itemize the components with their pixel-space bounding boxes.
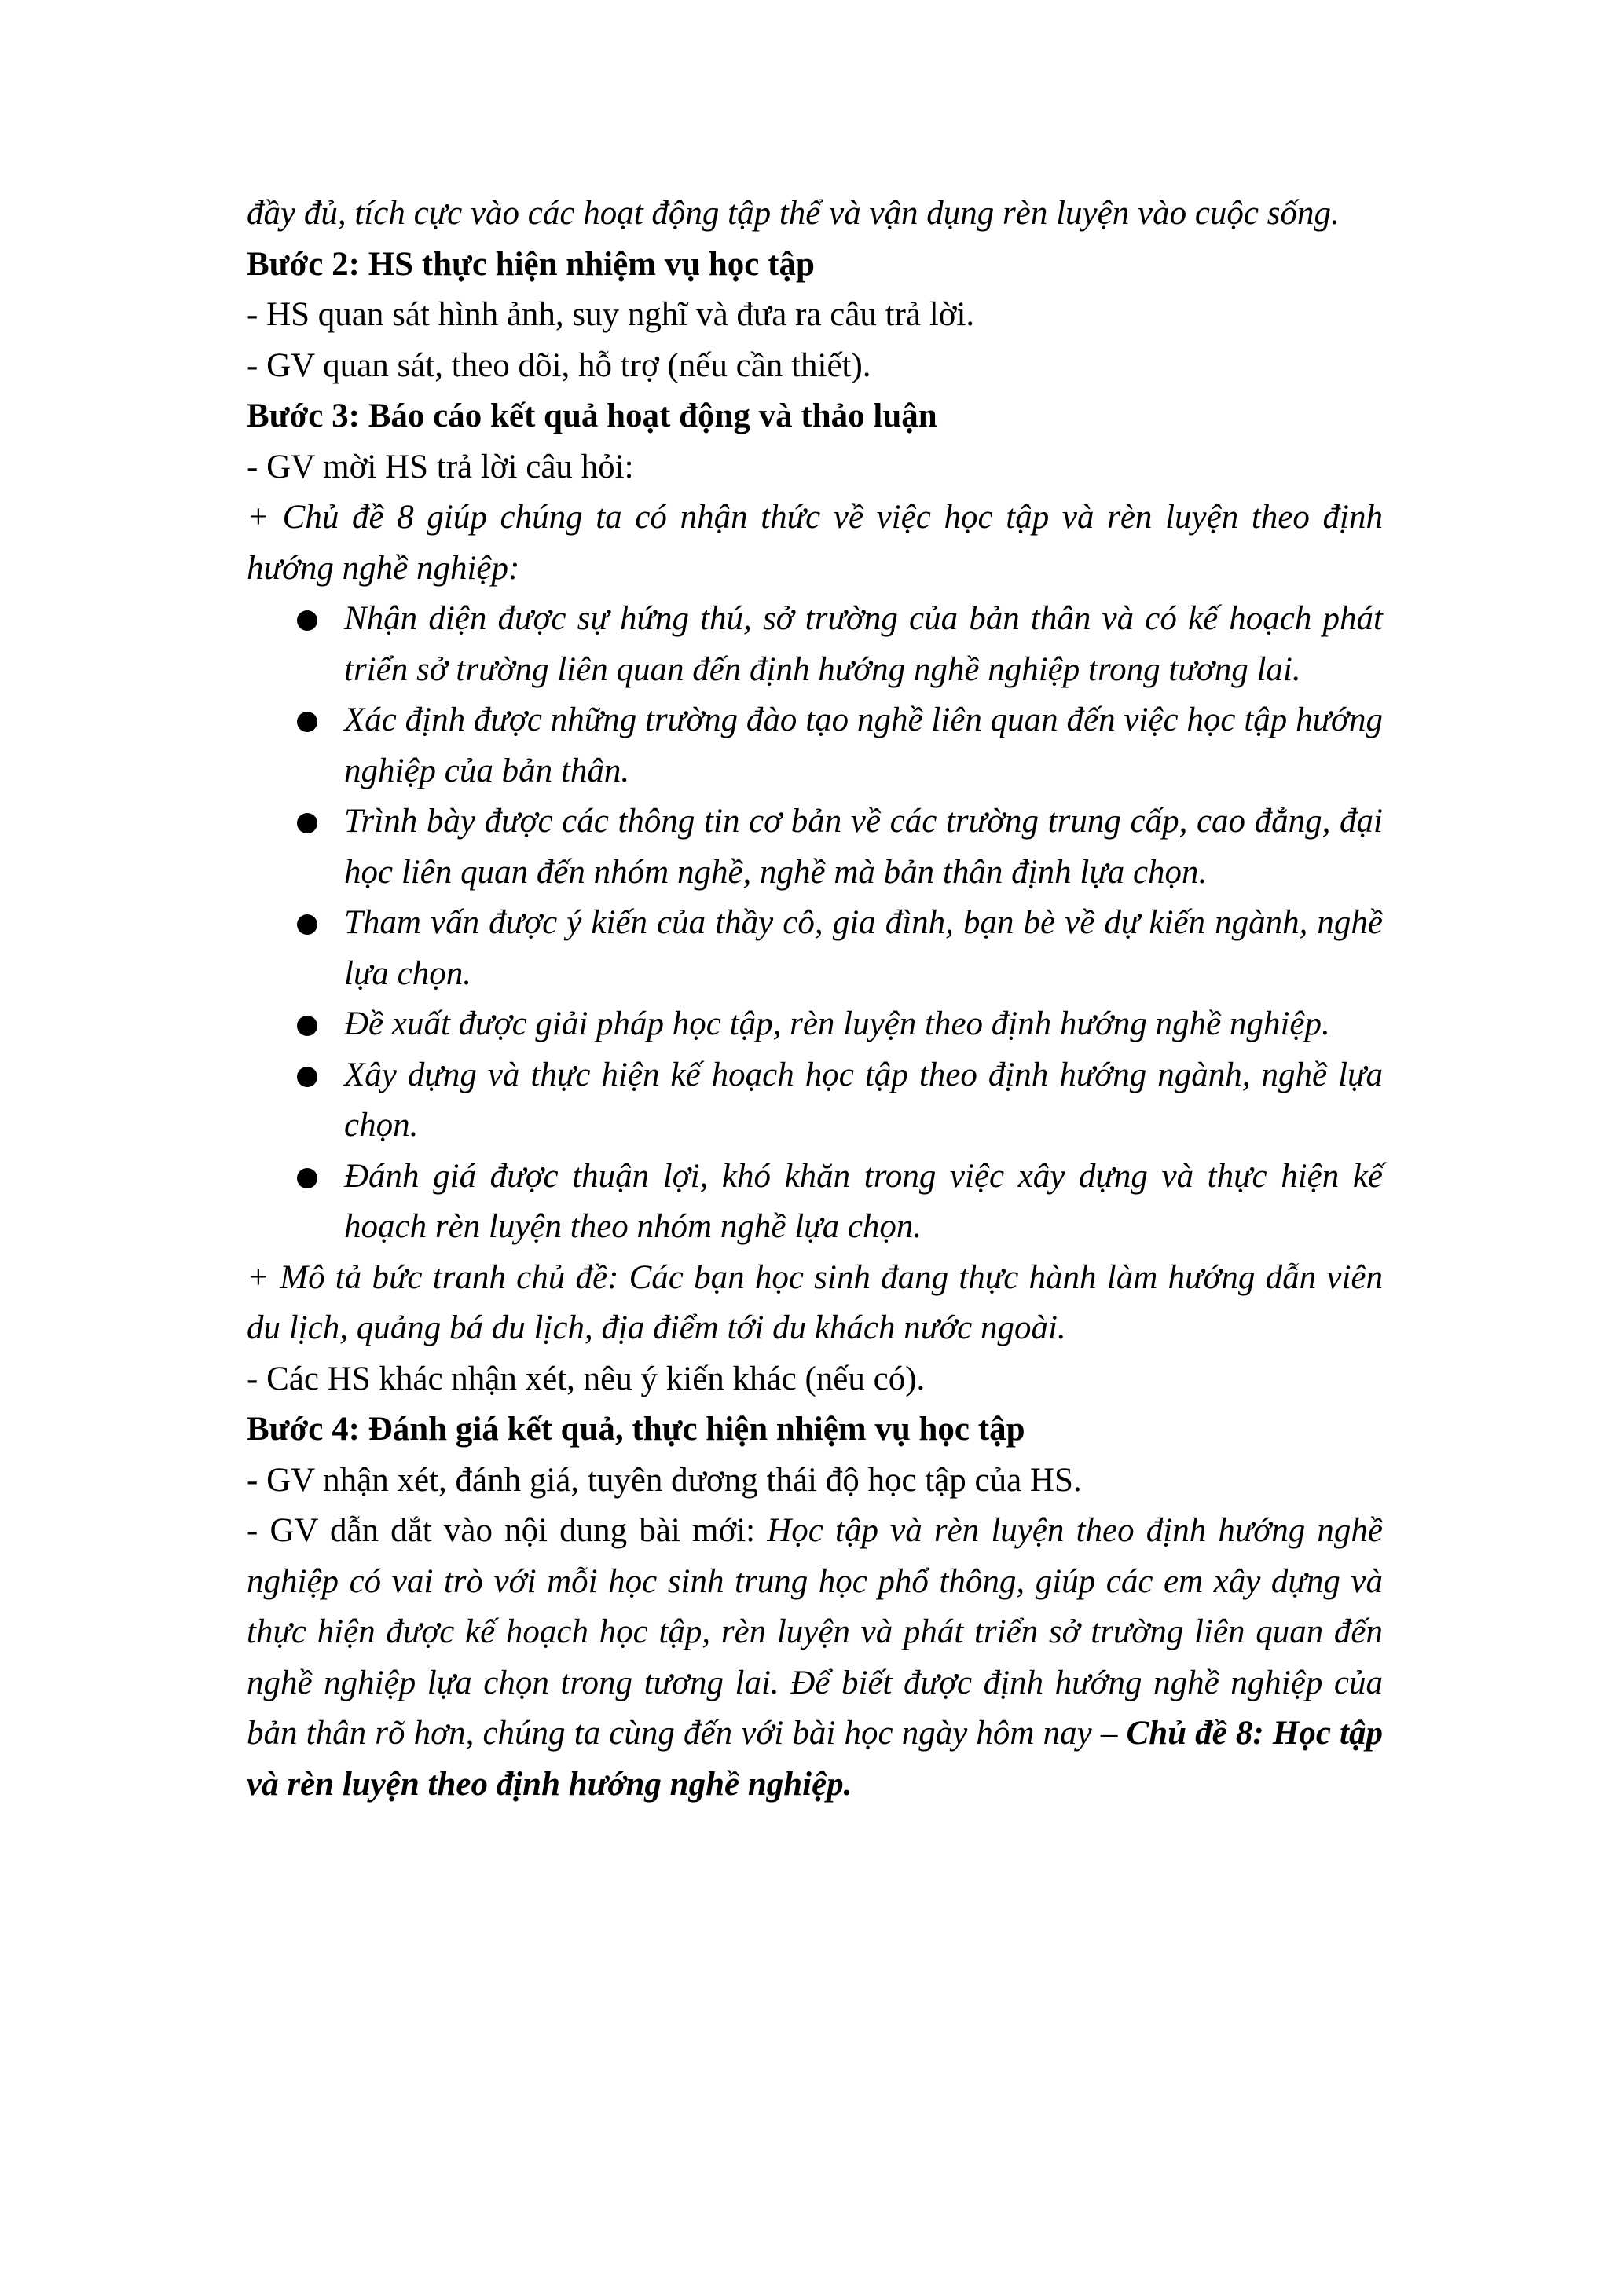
list-item-text: Xây dựng và thực hiện kế hoạch học tập theo định hướng ngành, nghề lựa chọn. bbox=[344, 1056, 1383, 1144]
step3-line-1: - GV mời HS trả lời câu hỏi: bbox=[247, 448, 634, 485]
list-item-text: Đánh giá được thuận lợi, khó khăn trong việc xây dựng và thực hiện kế hoạch rèn luyện theo nhóm nghề lựa chọn. bbox=[344, 1157, 1383, 1245]
step4-line-1: - GV nhận xét, đánh giá, tuyên dương thái độ học tập của HS. bbox=[247, 1461, 1082, 1499]
list-item bbox=[247, 898, 1383, 999]
list-item-text: Đề xuất được giải pháp học tập, rèn luyện theo định hướng nghề nghiệp. bbox=[344, 1005, 1330, 1042]
bullet-dot-icon bbox=[297, 712, 317, 732]
step4-line-2-prefix: - GV dẫn dắt vào nội dung bài mới: bbox=[247, 1512, 768, 1549]
list-item-text: Trình bày được các thông tin cơ bản về các trường trung cấp, cao đẳng, đại học liên quan đến nhóm nghề, nghề mà bản thân định lựa chọn. bbox=[344, 803, 1383, 891]
bullet-dot-icon bbox=[297, 1168, 317, 1188]
list-item bbox=[247, 695, 1383, 796]
step3-answer-1: + Chủ đề 8 giúp chúng ta có nhận thức về việc học tập và rèn luyện theo định hướng nghề nghiệp: bbox=[247, 499, 1383, 587]
list-item bbox=[247, 1152, 1383, 1253]
lesson-title: Chủ đề 8: Học tập và rèn luyện theo định hướng nghề nghiệp. bbox=[247, 1715, 1383, 1803]
list-item bbox=[247, 1050, 1383, 1152]
bullet-dot-icon bbox=[297, 1016, 317, 1036]
objectives-list bbox=[247, 594, 1383, 1253]
step4-heading: Bước 4: Đánh giá kết quả, thực hiện nhiệm vụ học tập bbox=[247, 1411, 1025, 1448]
list-item bbox=[247, 999, 1383, 1050]
step3-others: - Các HS khác nhận xét, nêu ý kiến khác (nếu có). bbox=[247, 1360, 926, 1397]
document-page bbox=[247, 189, 1383, 1810]
bullet-dot-icon bbox=[297, 610, 317, 631]
step2-heading: Bước 2: HS thực hiện nhiệm vụ học tập bbox=[247, 245, 815, 283]
step3-heading: Bước 3: Báo cáo kết quả hoạt động và thảo luận bbox=[247, 397, 937, 434]
step3-answer-2: + Mô tả bức tranh chủ đề: Các bạn học sinh đang thực hành làm hướng dẫn viên du lịch, quảng bá du lịch, địa điểm tới du khách nước ngoài. bbox=[247, 1258, 1383, 1346]
step4-line-2-italic: Học tập và rèn luyện theo định hướng nghề nghiệp có vai trò với mỗi học sinh trung học phổ thông, giúp các em xây dựng và thực hiện được kế hoạch học tập, rèn luyện và phát triển sở trường liên quan đến nghề nghiệp lựa chọn trong tương lai. Để biết được định hướng nghề nghiệp của bản thân rõ hơn, chúng ta cùng đến với bài học ngày hôm nay – bbox=[247, 1512, 1383, 1752]
bullet-dot-icon bbox=[297, 1067, 317, 1087]
list-item bbox=[247, 796, 1383, 898]
list-item-text: Xác định được những trường đào tạo nghề liên quan đến việc học tập hướng nghiệp của bản thân. bbox=[344, 701, 1383, 789]
bullet-dot-icon bbox=[297, 914, 317, 935]
list-item bbox=[247, 594, 1383, 695]
intro-paragraph: đầy đủ, tích cực vào các hoạt động tập thể và vận dụng rèn luyện vào cuộc sống. bbox=[247, 195, 1340, 232]
bullet-dot-icon bbox=[297, 813, 317, 833]
step2-line-1: - HS quan sát hình ảnh, suy nghĩ và đưa ra câu trả lời. bbox=[247, 296, 975, 333]
list-item-text: Nhận diện được sự hứng thú, sở trường của bản thân và có kế hoạch phát triển sở trường liên quan đến định hướng nghề nghiệp trong tương lai. bbox=[344, 600, 1383, 688]
step4-line-2 bbox=[247, 1506, 1383, 1810]
step2-line-2: - GV quan sát, theo dõi, hỗ trợ (nếu cần thiết). bbox=[247, 346, 871, 384]
list-item-text: Tham vấn được ý kiến của thầy cô, gia đình, bạn bè về dự kiến ngành, nghề lựa chọn. bbox=[344, 904, 1383, 992]
